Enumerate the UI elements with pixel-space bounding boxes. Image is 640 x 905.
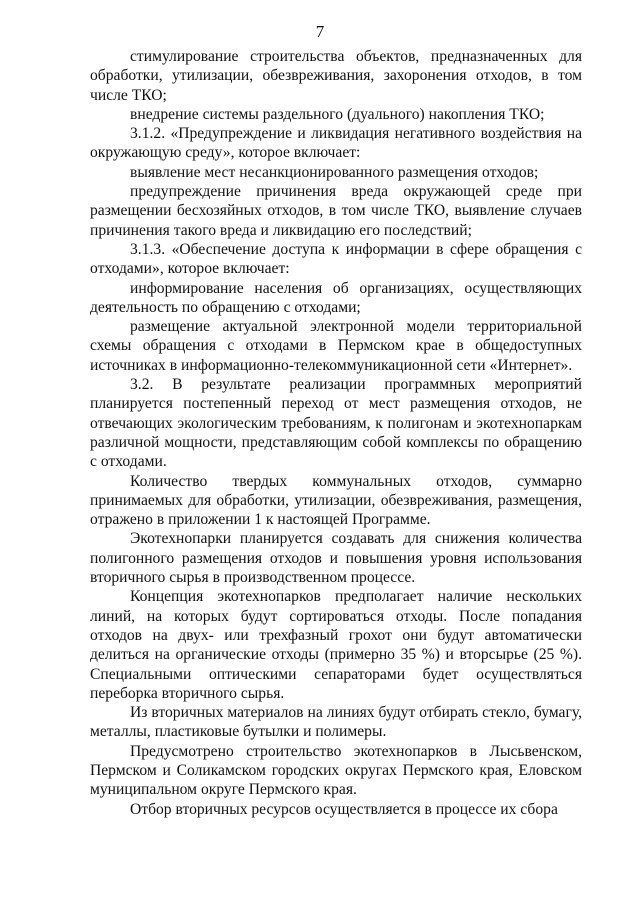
paragraph: Экотехнопарки планируется создавать для снижения количества полигонного размещения отходов и повышения уровня использования вторичного сырья в производственном процессе. [90,530,582,587]
paragraph: предупреждение причинения вреда окружающей среде при размещении бесхозяйных отходов, в том числе ТКО, выявление случаев причинения такого вреда и ликвидацию его последствий; [90,183,582,239]
paragraph: информирование населения об организациях, осуществляющих деятельность по обращению с отходами; [90,279,582,316]
document-body [90,47,582,819]
paragraph: размещение актуальной электронной модели территориальной схемы обращения с отходами в Пермском крае в общедоступных источниках в информационно-телекоммуникационной сети «Интернет». [90,318,582,374]
paragraph: внедрение системы раздельного (дуального) накопления ТКО; [130,105,545,123]
paragraph: 3.2. В результате реализации программных мероприятий планируется постепенный переход от мест размещения отходов, не отвечающих экологическим требованиям, к полигонам и экотехнопаркам различной мощности, представляющим собой комплексы по обращению с отходами. [90,376,582,471]
paragraph: выявление мест несанкционированного размещения отходов; [130,163,539,181]
paragraph: Концепция экотехнопарков предполагает наличие нескольких линий, на которых будут сортироваться отходы. После попадания отходов на двух- или трехфазный грохот они будут автоматически делиться на органические отходы (примерно 35 %) и вторсырье (25 %). Специальными оптическими сепараторами будет осуществляться переборка вторичного сырья. [90,588,582,702]
paragraph: Количество твердых коммунальных отходов, суммарно принимаемых для обработки, утилизации, обезвреживания, размещения, отражено в приложении 1 к настоящей Программе. [90,472,582,529]
paragraph: стимулирование строительства объектов, предназначенных для обработки, утилизации, обезвреживания, захоронения отходов, в том числе ТКО; [90,48,582,104]
paragraph: 3.1.3. «Обеспечение доступа к информации в сфере обращения с отходами», которое включает: [90,240,582,278]
page-number: 7 [315,22,325,41]
paragraph: Предусмотрено строительство экотехнопарков в Лысьвенском, Пермском и Соликамском городских округах Пермского края, Еловском муниципальном округе Пермского края. [90,742,582,799]
paragraph: 3.1.2. «Предупреждение и ликвидация негативного воздействия на окружающую среду», которое включает: [90,125,582,162]
paragraph: Отбор вторичных ресурсов осуществляется в процессе их сбора [130,800,558,818]
paragraph: Из вторичных материалов на линиях будут отбирать стекло, бумагу, металлы, пластиковые бутылки и полимеры. [90,704,582,741]
